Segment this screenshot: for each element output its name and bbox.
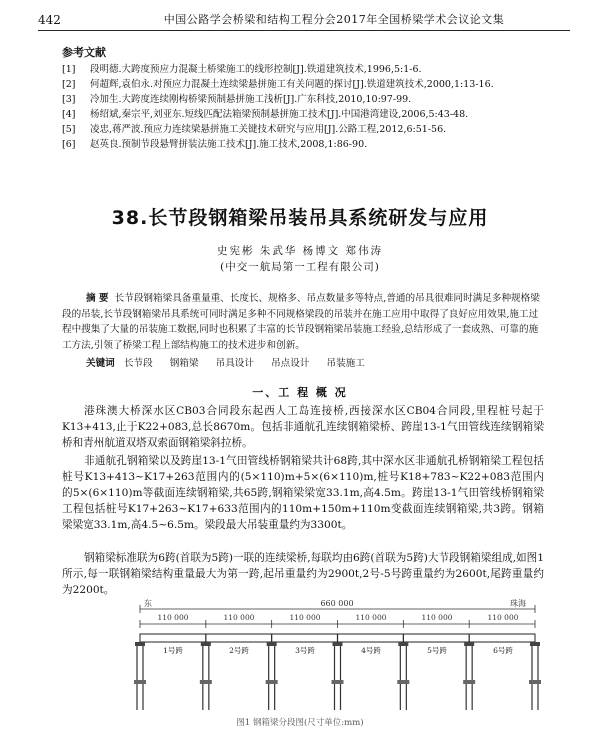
bridge-pier	[397, 642, 409, 710]
abstract-label: 摘 要	[86, 293, 109, 304]
figure-caption: 图1 钢箱梁分段图(尺寸单位:mm)	[236, 718, 364, 728]
keyword: 钢箱梁	[169, 358, 199, 369]
reference-list	[62, 62, 562, 152]
segment-label: 5号跨	[427, 646, 447, 655]
keyword: 吊点设计	[271, 358, 310, 369]
article-title: 38.长节段钢箱梁吊装吊具系统研发与应用	[111, 207, 489, 229]
span-length-label: 110 000	[421, 613, 453, 622]
article-authors: 史宪彬 朱武华 杨博文 郑伟涛	[216, 245, 383, 257]
left-direction-label: 东	[144, 599, 152, 608]
span-length-label: 110 000	[487, 613, 519, 622]
reference-item	[62, 107, 562, 122]
reference-number: [5]	[62, 124, 76, 135]
keyword: 吊装施工	[326, 358, 365, 369]
abstract-text: 长节段钢箱梁具备重量重、长度长、规格多、吊点数量多等特点,普通的吊具很难同时满足多种规格梁段的吊装,长节段钢箱梁吊具系统可同时满足多种不同规格梁段的吊装并在施工应用中取得了良好应用效果,施工过程中搜集了大量的吊装施工数据,同时也积累了丰富的长节段钢箱梁吊装施工经验,总结形成了一套成熟、可靠的施工方法,引领了桥梁工程上部结构施工的技术进步和创新。	[62, 293, 540, 351]
reference-text: 凌忠,蒋严波.预应力连续梁悬拼施工关键技术研究与应用[J].公路工程,2012,6:51-56.	[90, 124, 447, 135]
bridge-pier	[529, 642, 541, 710]
span-length-label: 110 000	[355, 613, 387, 622]
abstract	[62, 291, 542, 353]
reference-text: 何超辉,袁伯永.对预应力混凝土连续梁悬拼施工有关问题的探讨[J].铁道建筑技术,2000,1:13-16.	[90, 79, 494, 90]
reference-number: [1]	[62, 64, 76, 75]
article-affiliation: (中交一航局第一工程有限公司)	[220, 261, 380, 273]
references-heading: 参考文献	[62, 46, 106, 59]
segment-label: 2号跨	[229, 646, 249, 655]
box-girder-segment-diagram	[130, 598, 550, 716]
page-number: 442	[38, 13, 61, 27]
reference-number: [2]	[62, 79, 76, 90]
segment-label: 6号跨	[493, 646, 513, 655]
reference-item	[62, 62, 562, 77]
body-paragraph: 港珠澳大桥深水区CB03合同段东起西人工岛连接桥,西接深水区CB04合同段,里程桩号起于K13+413,止于K22+083,总长8670m。包括非通航孔连续钢箱梁桥、跨崖13-1气田管线连续钢箱梁桥和青州航道双塔双索面钢箱梁斜拉桥。	[62, 405, 544, 449]
keyword: 吊具设计	[215, 358, 254, 369]
body-paragraph: 非通航孔钢箱梁以及跨崖13-1气田管线桥钢箱梁共计68跨,其中深水区非通航孔桥钢箱梁工程包括桩号K13+413~K17+263范围内的(5×110)m+5×(6×110)m,桩号K18+783~K22+083范围内的5×(6×110)m等截面连续钢箱梁,共65跨,钢箱梁梁宽33.1m,高4.5m。跨崖13-1气田管线桥钢箱梁工程包括桩号K17+263~K17+633范围内的110m+150m+110m变截面连续钢箱梁,共3跨。钢箱梁梁宽33.1m,高4.5~6.5m。梁段最大吊装重量约为3300t。	[62, 455, 544, 531]
page-header	[38, 8, 570, 31]
segment-label: 1号跨	[163, 646, 183, 655]
keywords	[86, 355, 379, 369]
reference-item	[62, 77, 562, 92]
reference-number: [3]	[62, 94, 76, 105]
reference-text: 赵英良.预制节段悬臂拼装法施工技术[J].施工技术,2008,1:86-90.	[90, 139, 368, 150]
journal-title: 中国公路学会桥梁和结构工程分会2017年全国桥梁学术会议论文集	[163, 13, 505, 26]
bridge-pier	[200, 642, 212, 710]
reference-item	[62, 137, 562, 152]
keywords-label: 关键词	[86, 358, 115, 369]
total-span-label: 660 000	[320, 599, 354, 608]
segment-label: 4号跨	[361, 646, 381, 655]
reference-item	[62, 122, 562, 137]
bridge-pier	[332, 642, 344, 710]
body-paragraph: 钢箱梁标准联为6跨(首联为5跨)一联的连续梁桥,每联均由6跨(首联为5跨)大节段钢箱梁组成,如图1所示,每一联钢箱梁结构重量最大为第一跨,起吊重量约为2900t,2号-5号跨重量约为2600t,尾跨重量约为2200t。	[62, 552, 544, 596]
span-length-label: 110 000	[223, 613, 255, 622]
keyword: 长节段	[123, 358, 153, 369]
reference-number: [4]	[62, 109, 76, 120]
bridge-pier	[266, 642, 278, 710]
segment-label: 3号跨	[295, 646, 315, 655]
bridge-pier	[134, 642, 146, 710]
right-direction-label: 珠海	[510, 599, 526, 608]
reference-text: 冷加生.大跨度连续刚构桥梁预制悬拼施工浅析[J].广东科技,2010,10:97-99.	[90, 94, 412, 105]
reference-item	[62, 92, 562, 107]
section-heading: 一、工 程 概 况	[252, 386, 348, 399]
span-length-label: 110 000	[157, 613, 189, 622]
bridge-pier	[463, 642, 475, 710]
reference-text: 杨绍斌,秦宗平,刘亚东.短线匹配法箱梁预制悬拼施工技术[J].中国港湾建设,2006,5:43-48.	[90, 109, 469, 120]
reference-number: [6]	[62, 139, 76, 150]
span-length-label: 110 000	[289, 613, 321, 622]
reference-text: 段明德.大跨度预应力混凝土桥梁施工的线形控制[J].铁道建筑技术,1996,5:1-6.	[90, 64, 422, 75]
